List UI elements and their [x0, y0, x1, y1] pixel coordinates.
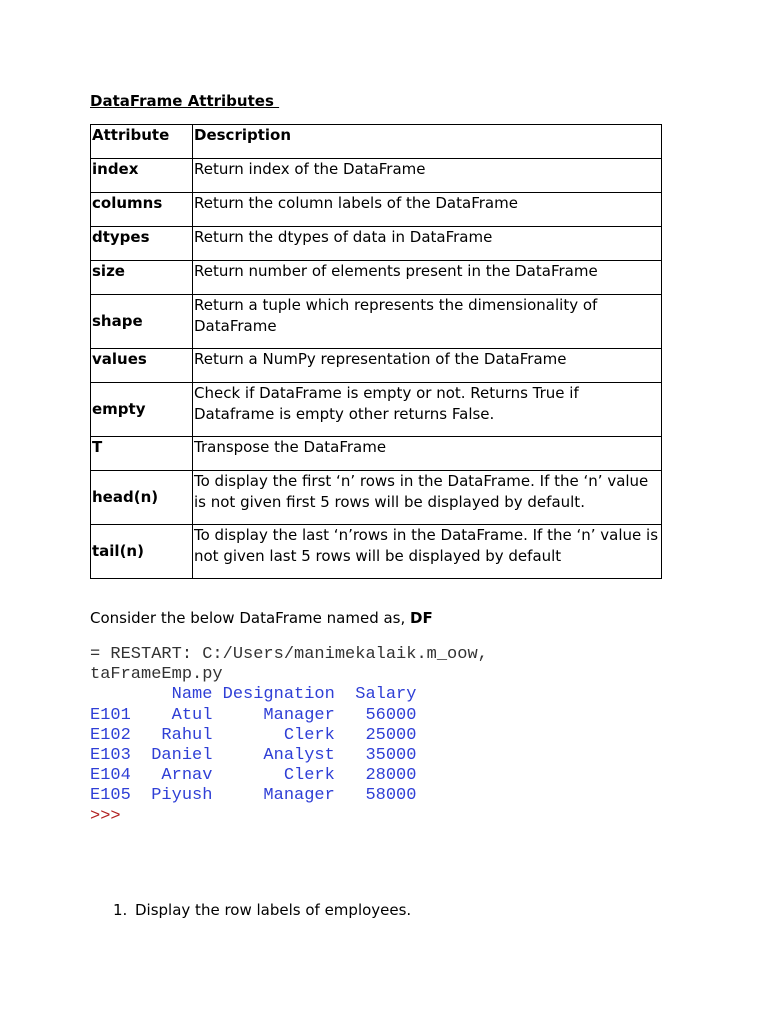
table-row [91, 261, 662, 295]
table-row [91, 193, 662, 227]
table-row [91, 349, 662, 383]
dataframe-row: E102 Rahul Clerk 25000 [90, 725, 417, 745]
dataframe-intro-text [90, 609, 433, 627]
dataframe-name: DF [410, 609, 433, 627]
list-item: Display the row labels of employees. [135, 901, 412, 919]
dataframe-row: E104 Arnav Clerk 28000 [90, 766, 417, 786]
attribute-cell: index [91, 159, 193, 193]
table-row [91, 227, 662, 261]
header-attribute: Attribute [91, 125, 193, 159]
description-cell: Return a NumPy representation of the DataFrame [193, 349, 662, 383]
description-cell: Return index of the DataFrame [193, 159, 662, 193]
attribute-cell: T [91, 437, 193, 471]
attribute-cell: columns [91, 193, 193, 227]
table-row [91, 383, 662, 437]
python-shell-output [90, 645, 488, 827]
description-cell: Return number of elements present in the DataFrame [193, 261, 662, 295]
description-cell: Transpose the DataFrame [193, 437, 662, 471]
description-cell: Return the column labels of the DataFrame [193, 193, 662, 227]
intro-text: Consider the below DataFrame named as, [90, 609, 411, 627]
attribute-cell: head(n) [91, 471, 193, 525]
page-title: DataFrame Attributes [90, 92, 280, 110]
description-cell: Return the dtypes of data in DataFrame [193, 227, 662, 261]
attribute-cell: dtypes [91, 227, 193, 261]
table-header-row [91, 125, 662, 159]
dataframe-row: E101 Atul Manager 56000 [90, 705, 417, 725]
attribute-cell: values [91, 349, 193, 383]
dataframe-header-line: Name Designation Salary [90, 685, 417, 705]
shell-prompt: >>> [90, 806, 121, 826]
description-cell: Check if DataFrame is empty or not. Returns True if Dataframe is empty other returns False. [193, 383, 662, 437]
table-row [91, 437, 662, 471]
dataframe-row: E103 Daniel Analyst 35000 [90, 746, 417, 766]
header-description: Description [193, 125, 662, 159]
restart-line: = RESTART: C:/Users/manimekalaik.m_oow, [90, 645, 488, 664]
table-row [91, 471, 662, 525]
table-row [91, 525, 662, 579]
description-cell: To display the first ‘n’ rows in the DataFrame. If the ‘n’ value is not given first 5 rows will be displayed by default. [193, 471, 662, 525]
attribute-cell: shape [91, 295, 193, 349]
description-cell: To display the last ‘n’rows in the DataFrame. If the ‘n’ value is not given last 5 rows will be displayed by default [193, 525, 662, 579]
attribute-cell: size [91, 261, 193, 295]
description-cell: Return a tuple which represents the dimensionality of DataFrame [193, 295, 662, 349]
dataframe-row: E105 Piyush Manager 58000 [90, 786, 417, 806]
attribute-cell: empty [91, 383, 193, 437]
question-list [113, 901, 411, 919]
attribute-cell: tail(n) [91, 525, 193, 579]
list-number: 1. [113, 901, 128, 919]
attributes-table [90, 124, 662, 579]
table-row [91, 295, 662, 349]
file-line: taFrameEmp.py [90, 665, 223, 685]
table-row [91, 159, 662, 193]
